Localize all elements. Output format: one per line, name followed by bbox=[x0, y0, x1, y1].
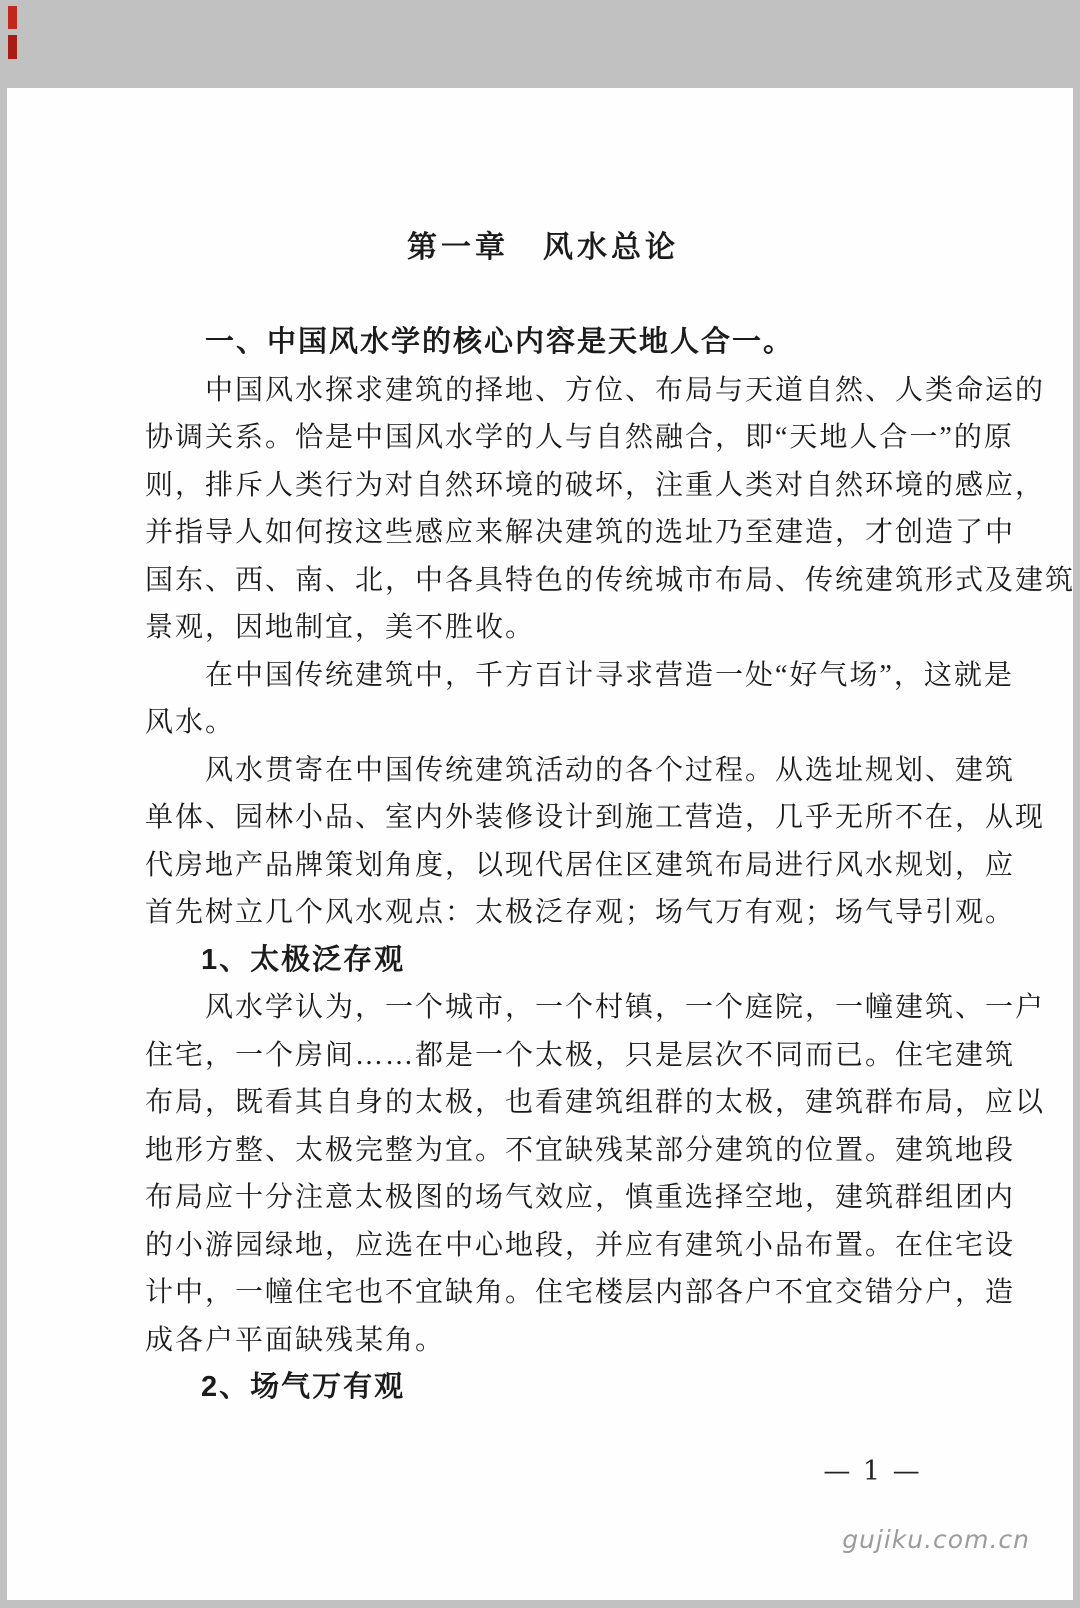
book-page bbox=[7, 88, 1076, 1600]
subheading-1: 1、太极泛存观 bbox=[201, 943, 406, 976]
paragraph-3-line: 代房地产品牌策划角度，以现代居住区建筑布局进行风水规划，应 bbox=[145, 849, 1016, 881]
paragraph-4-line: 的小游园绿地，应选在中心地段，并应有建筑小品布置。在住宅设 bbox=[145, 1229, 1016, 1261]
chapter-title: 第一章 风水总论 bbox=[407, 231, 679, 264]
title-gap bbox=[145, 272, 941, 320]
paragraph-4-line: 成各户平面缺残某角。 bbox=[145, 1324, 446, 1356]
paragraph-1-line: 则，排斥人类行为对自然环境的破坏，注重人类对自然环境的感应， bbox=[145, 469, 1046, 501]
paragraph-4-line: 住宅，一个房间……都是一个太极，只是层次不同而已。住宅建筑 bbox=[145, 1039, 1016, 1071]
paragraph-1-line: 中国风水探求建筑的择地、方位、布局与天道自然、人类命运的 bbox=[205, 374, 1046, 406]
paragraph-2-line: 在中国传统建筑中，千方百计寻求营造一处“好气场”，这就是 bbox=[205, 659, 1014, 691]
paragraph-4-line: 计中，一幢住宅也不宜缺角。住宅楼层内部各户不宜交错分户，造 bbox=[145, 1277, 1016, 1308]
paragraph-3-line: 首先树立几个风水观点：太极泛存观；场气万有观；场气导引观。 bbox=[145, 897, 1016, 928]
section-heading-1: 一、中国风水学的核心内容是天地人合一。 bbox=[205, 326, 795, 358]
paragraph-4-line: 风水学认为，一个城市，一个村镇，一个庭院，一幢建筑、一户 bbox=[205, 992, 1046, 1023]
page-content bbox=[145, 224, 1076, 1412]
paragraph-1-line: 协调关系。恰是中国风水学的人与自然融合，即“天地人合一”的原 bbox=[145, 422, 1014, 453]
paragraph-4-line: 布局，既看其自身的太极，也看建筑组群的太极，建筑群布局，应以 bbox=[145, 1087, 1046, 1118]
paragraph-3-line: 风水贯寄在中国传统建筑活动的各个过程。从选址规划、建筑 bbox=[205, 754, 1016, 786]
paragraph-2-line: 风水。 bbox=[145, 707, 236, 738]
watermark-gujiku: gujiku.com.cn bbox=[842, 1525, 1030, 1554]
subheading-2: 2、场气万有观 bbox=[201, 1371, 406, 1403]
paragraph-3-line: 单体、园林小品、室内外装修设计到施工营造，几乎无所不在，从现 bbox=[145, 802, 1046, 833]
red-scan-mark-top bbox=[8, 6, 17, 29]
paragraph-4-line: 地形方整、太极完整为宜。不宜缺残某部分建筑的位置。建筑地段 bbox=[145, 1134, 1016, 1166]
paragraph-1-line: 并指导人如何按这些感应来解决建筑的选址乃至建造，才创造了中 bbox=[145, 517, 1016, 548]
paragraph-1-line: 国东、西、南、北，中各具特色的传统城市布局、传统建筑形式及建筑 bbox=[145, 564, 1076, 596]
page-number: — 1 — bbox=[823, 1456, 922, 1487]
paragraph-4-line: 布局应十分注意太极图的场气效应，慎重选择空地，建筑群组团内 bbox=[145, 1182, 1016, 1213]
red-scan-mark-bottom bbox=[8, 35, 17, 59]
paragraph-1-line: 景观，因地制宜，美不胜收。 bbox=[145, 612, 536, 643]
